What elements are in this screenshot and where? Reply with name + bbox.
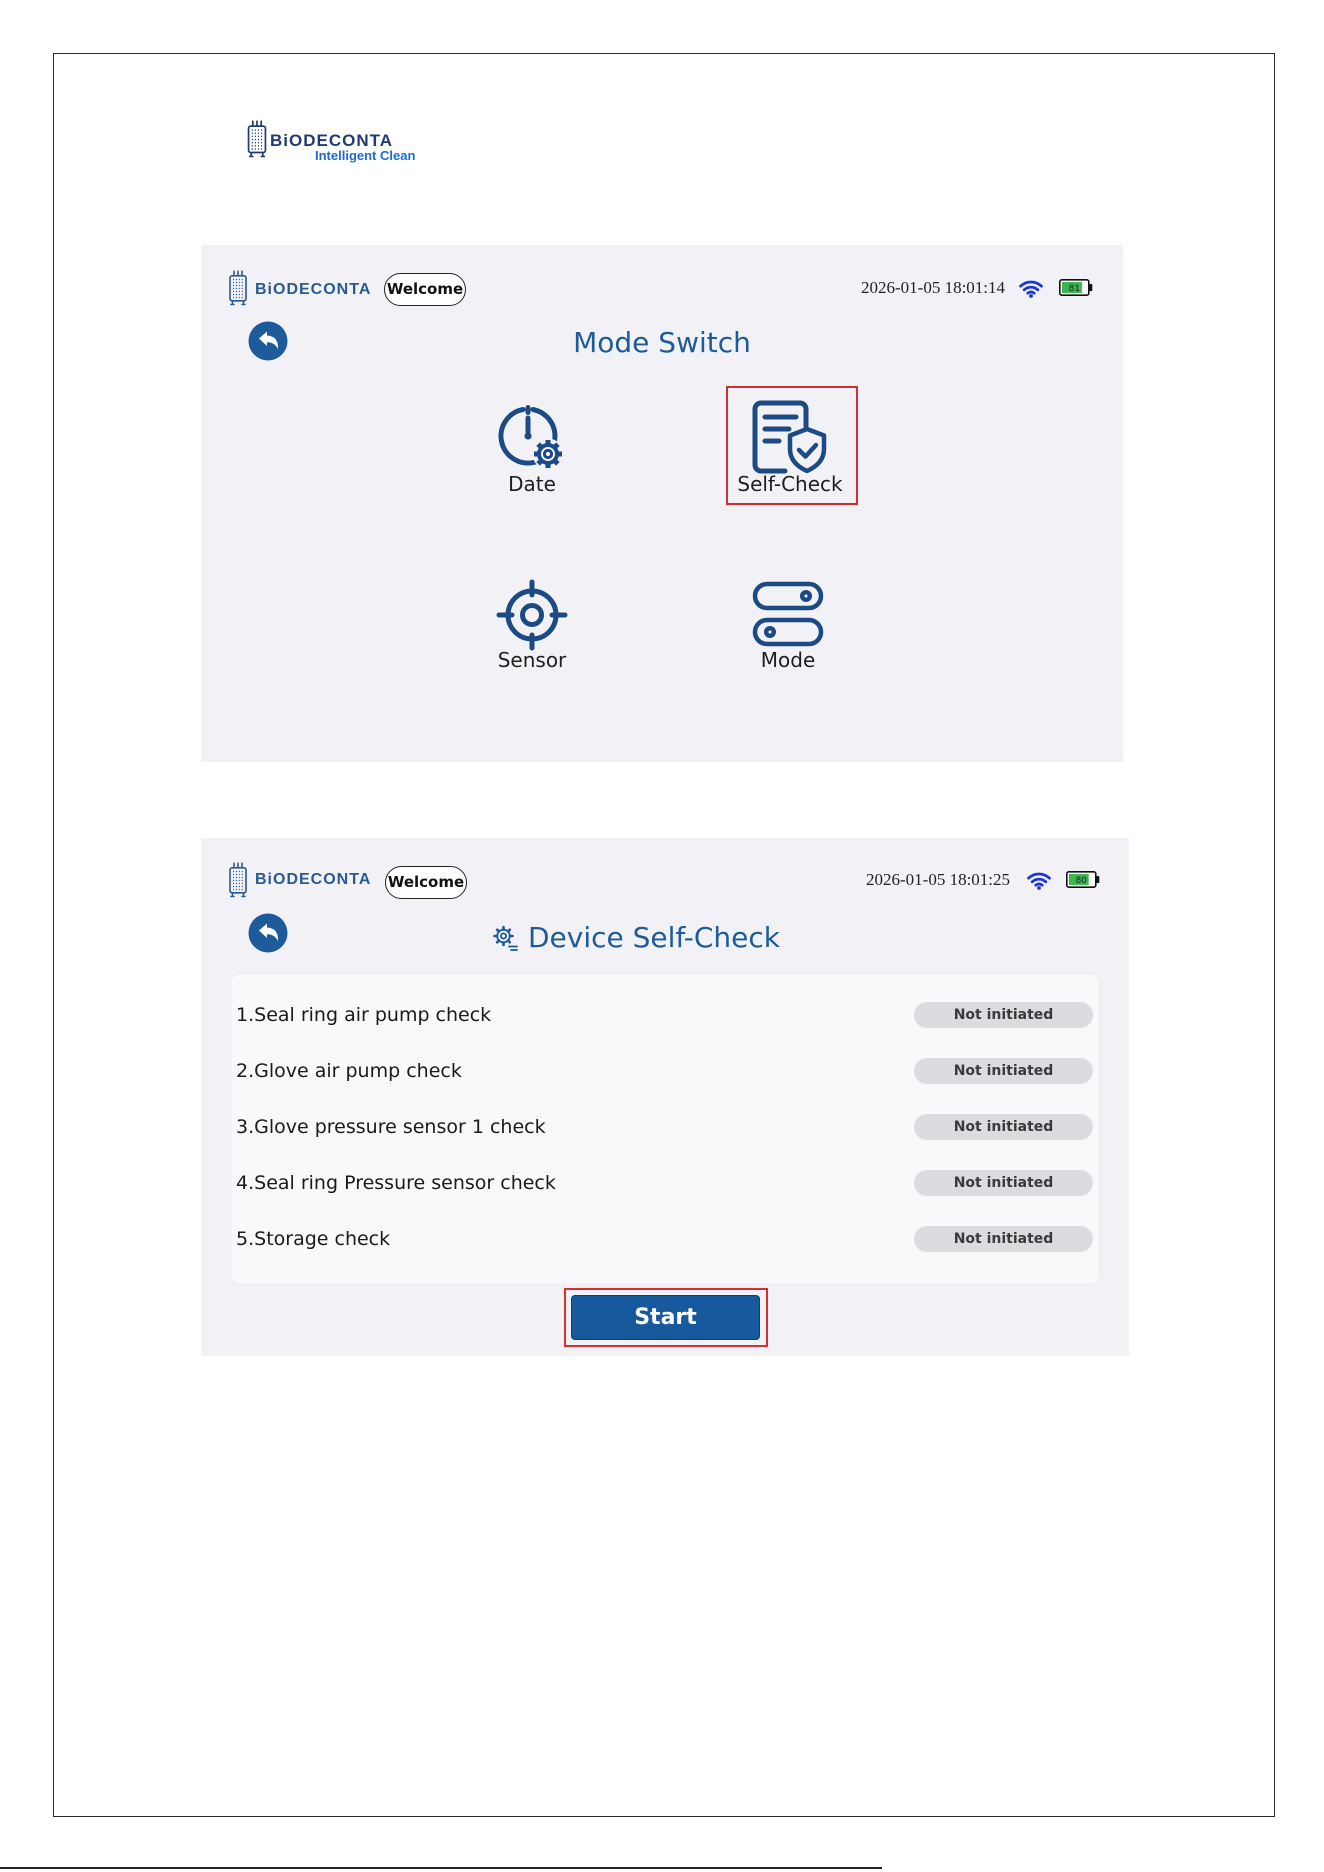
status-badge: Not initiated [914, 1002, 1093, 1028]
status-badge: Not initiated [914, 1058, 1093, 1084]
brand-logo-text: BiODECONTA [255, 281, 372, 298]
battery-percent: 80 [1075, 876, 1088, 886]
page-title: Mode Switch [573, 326, 751, 359]
clock-gear-icon [496, 402, 568, 474]
check-row [231, 1155, 1099, 1211]
check-label: 4.Seal ring Pressure sensor check [236, 1172, 556, 1194]
wifi-icon [1019, 279, 1043, 298]
footer-divider [0, 1867, 882, 1869]
check-row [231, 1211, 1099, 1267]
device-logo-icon [228, 270, 248, 306]
datetime-display: 2026-01-05 18:01:25 [866, 870, 1011, 889]
self-check-list [230, 973, 1100, 1285]
tile-self-check[interactable] [720, 400, 860, 500]
status-badge: Not initiated [914, 1170, 1093, 1196]
check-label: 5.Storage check [236, 1228, 391, 1250]
document-logo-tagline: Intelligent Clean [315, 148, 416, 163]
device-logo-icon [228, 862, 248, 898]
back-button[interactable] [248, 913, 288, 953]
device-logo-icon [246, 120, 268, 158]
check-row [231, 1043, 1099, 1099]
tile-date[interactable] [462, 402, 602, 502]
gear-settings-icon [492, 924, 518, 952]
tile-mode[interactable] [718, 581, 858, 681]
tile-label: Date [508, 472, 556, 496]
tile-sensor[interactable] [462, 579, 602, 679]
tile-label: Mode [760, 648, 816, 672]
battery-percent: 81 [1068, 284, 1081, 294]
mode-switch-screen [201, 245, 1123, 762]
tile-label: Self-Check [737, 472, 843, 496]
welcome-badge: Welcome [384, 273, 466, 306]
wifi-icon [1027, 871, 1051, 890]
status-badge: Not initiated [914, 1226, 1093, 1252]
toggle-switches-icon [752, 581, 824, 647]
check-label: 3.Glove pressure sensor 1 check [236, 1116, 546, 1138]
battery-icon [1059, 279, 1093, 296]
datetime-display: 2026-01-05 18:01:14 [861, 278, 1006, 297]
status-badge: Not initiated [914, 1114, 1093, 1140]
welcome-badge: Welcome [385, 866, 467, 899]
tile-label: Sensor [497, 648, 567, 672]
crosshair-icon [496, 579, 568, 651]
check-row [231, 1099, 1099, 1155]
start-button[interactable]: Start [571, 1295, 760, 1340]
document-shield-check-icon [752, 400, 828, 474]
document-logo-brand: BiODECONTA [270, 131, 394, 150]
check-row [231, 987, 1099, 1043]
page-title: Device Self-Check [528, 921, 780, 954]
check-label: 1.Seal ring air pump check [236, 1004, 492, 1026]
battery-icon [1066, 871, 1100, 888]
check-label: 2.Glove air pump check [236, 1060, 462, 1082]
self-check-screen [201, 838, 1129, 1356]
brand-logo-text: BiODECONTA [255, 871, 372, 888]
